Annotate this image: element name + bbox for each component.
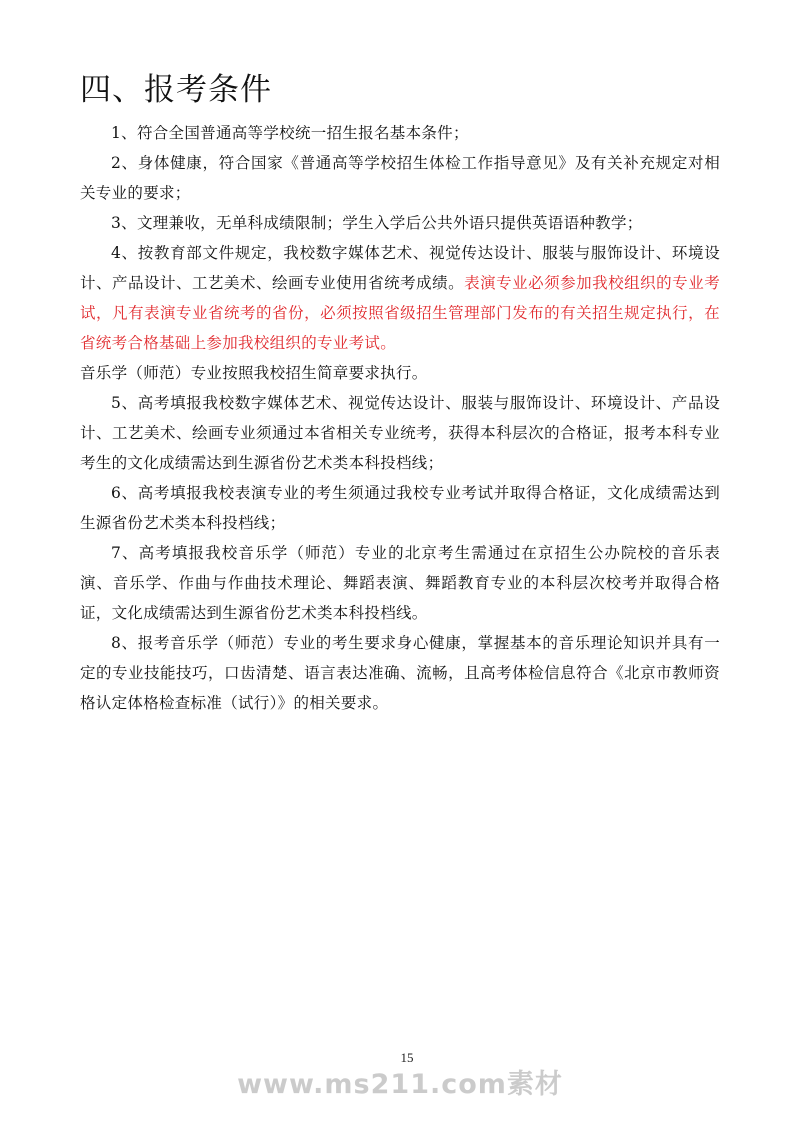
section-heading: 四、报考条件: [80, 72, 272, 108]
requirement-item-3: 3、文理兼收，无单科成绩限制；学生入学后公共外语只提供英语语种教学；: [111, 214, 643, 232]
requirement-item-6: 6、高考填报我校表演专业的考生须通过我校专业考试并取得合格证，文化成绩需达到生源省份艺术类本科投档线；: [80, 484, 720, 532]
page-number: 15: [400, 1050, 414, 1065]
requirement-item-4-text: 4、按教育部文件规定，我校数字媒体艺术、视觉传达设计、服装与服饰设计、环境设计、产品设计、工艺美术、绘画专业使用省统考成绩。: [80, 244, 720, 292]
requirement-item-4-continuation: 音乐学（师范）专业按照我校招生简章要求执行。: [80, 364, 428, 382]
requirement-item-4: [80, 238, 720, 358]
requirement-item-8: 8、报考音乐学（师范）专业的考生要求身心健康，掌握基本的音乐理论知识并具有一定的专业技能技巧，口齿清楚、语言表达准确、流畅，且高考体检信息符合《北京市教师资格认定体格检查标准（试行）》的相关要求。: [80, 634, 720, 712]
requirement-item-4-emphasis: 表演专业必须参加我校组织的专业考试，凡有表演专业省统考的省份，必须按照省级招生管理部门发布的有关招生规定执行，在省统考合格基础上参加我校组织的专业考试。: [80, 274, 720, 352]
watermark: www.ms211.com素材: [237, 1069, 563, 1100]
requirement-item-5: 5、高考填报我校数字媒体艺术、视觉传达设计、服装与服饰设计、环境设计、产品设计、工艺美术、绘画专业须通过本省相关专业统考，获得本科层次的合格证，报考本科专业考生的文化成绩需达到生源省份艺术类本科投档线；: [80, 394, 720, 472]
requirement-item-2: 2、身体健康，符合国家《普通高等学校招生体检工作指导意见》及有关补充规定对相关专业的要求；: [80, 154, 720, 202]
requirement-item-7: 7、高考填报我校音乐学（师范）专业的北京考生需通过在京招生公办院校的音乐表演、音乐学、作曲与作曲技术理论、舞蹈表演、舞蹈教育专业的本科层次校考并取得合格证，文化成绩需达到生源省份艺术类本科投档线。: [80, 544, 720, 622]
requirements-body: [80, 118, 720, 718]
requirement-item-1: 1、符合全国普通高等学校统一招生报名基本条件；: [111, 124, 469, 142]
